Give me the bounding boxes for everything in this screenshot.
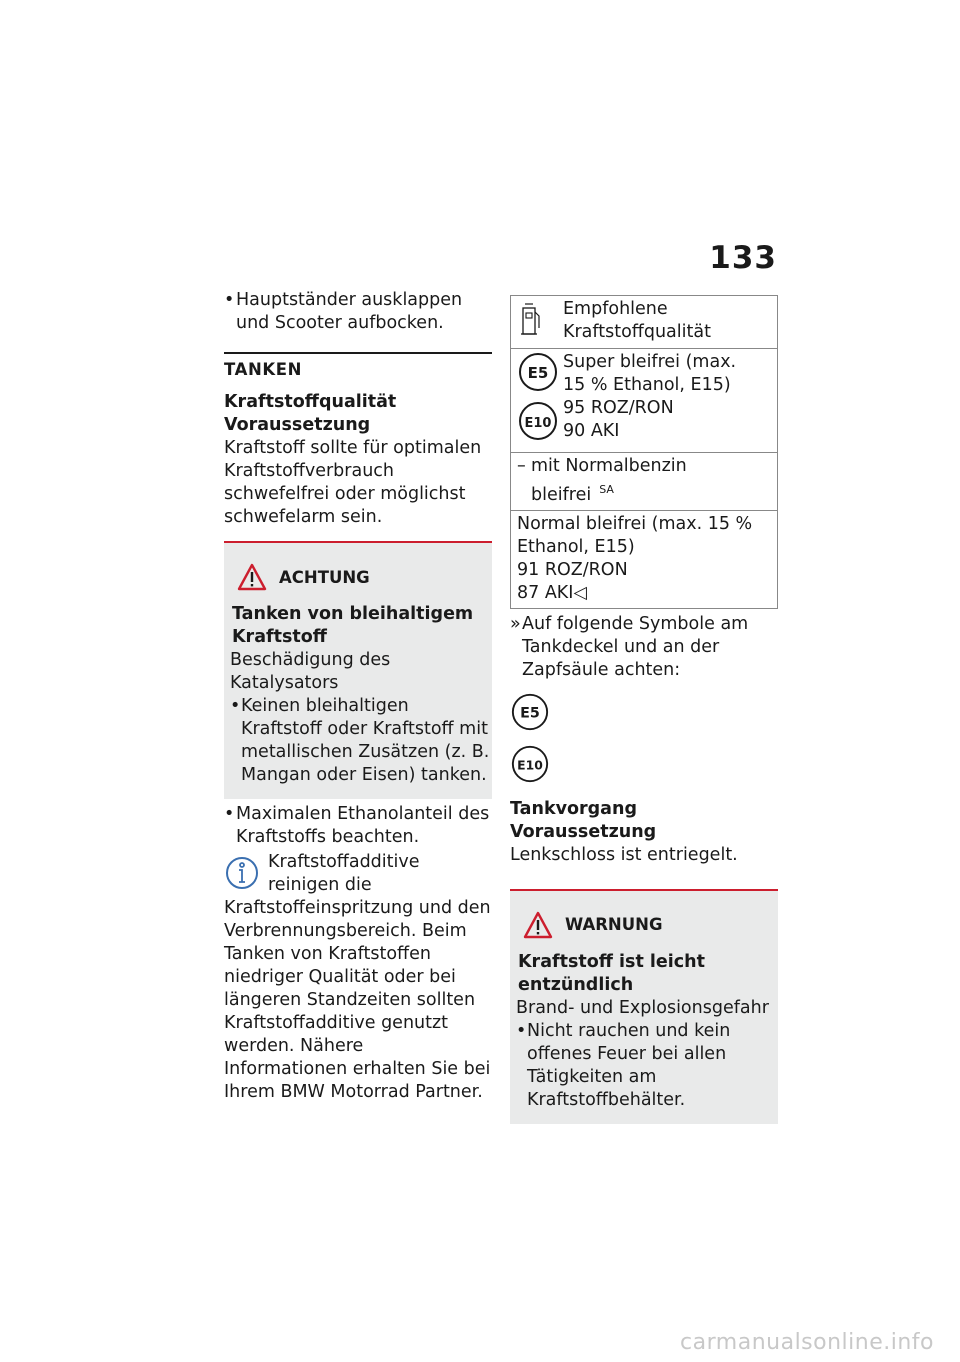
optional-equipment-text: mit Normalbenzin bleifrei [531,456,687,505]
prerequisite-heading: Voraussetzung [224,415,371,435]
prerequisite-heading: Voraussetzung [510,821,657,842]
table-cell [511,296,778,349]
table-header-text: Empfohlene Kraftstoffqualität [563,299,711,342]
caution-consequence: Beschädigung des Katalysators [230,650,391,693]
caution-label: ACHTUNG [279,567,370,587]
instruction-bullet: • Hauptständer ausklappen und Scooter aufbocken. [224,289,492,335]
fuel-spec-line: 95 ROZ/RON [563,398,674,418]
sa-badge: SA [599,483,614,496]
fuel-spec-line: Normal bleifrei (max. 15 % [517,513,753,534]
warning-label: WARNUNG [565,915,663,935]
table-row [511,510,778,608]
table-row [511,453,778,511]
e10-badge-icon [517,400,559,442]
info-icon [224,851,260,891]
fuel-spec-line: 91 ROZ/RON [517,559,628,580]
watermark: carmanualsonline.info [680,1330,934,1355]
table-cell [511,510,778,608]
warning-action: • Nicht rauchen und kein offenes Feuer bei allen Tätigkeiten am Kraftstoffbehälter. [516,1020,778,1112]
warning-title: Kraftstoff ist leicht entzündlich [518,951,705,995]
optional-equipment-item: – mit Normalbenzin bleifrei $^{SA}$ [517,456,687,505]
symbols-instruction: » Auf folgende Symbole am Tankdeckel und an der Zapfsäule achten: [510,613,778,682]
caution-title: Tanken von bleihaltigem Kraftstoff [232,604,474,647]
fuel-spec-normal [517,513,773,605]
prerequisite-text: Kraftstoff sollte für optimalen Kraftstoffverbrauch schwefelfrei oder möglichst schwefelarm sein. [224,438,482,527]
fuel-spec-super [563,351,773,449]
fuel-spec-line: 15 % Ethanol, E15) [563,375,731,395]
e10-symbol-text: E10 [517,758,543,773]
fuel-spec-line: 87 AKI◁ [517,582,587,603]
fuel-quality-heading: Kraftstoffqualität [224,392,397,412]
warning-triangle-icon [523,911,553,939]
warning-box [510,889,778,1124]
fuel-spec-line: Ethanol, E15) [517,536,635,557]
fuel-pump-icon [517,298,543,338]
section-divider [224,352,492,354]
table-cell [511,349,778,453]
e5-symbol-text: E5 [520,705,540,722]
right-column [510,295,778,1128]
prerequisite-text: Lenkschloss ist entriegelt. [510,844,738,865]
page-number: 133 [709,240,777,276]
info-note [224,851,492,1104]
table-cell [511,453,778,511]
caution-header [237,563,492,591]
warning-triangle-icon [237,563,267,591]
fuel-spec-line: 90 AKI [563,421,620,441]
section-title: TANKEN [224,360,303,379]
table-row [511,296,778,349]
e10-symbol-icon [510,744,550,784]
e5-badge-text: E5 [527,364,549,382]
fuel-spec-line: Super bleifrei (max. [563,352,737,372]
table-row [511,349,778,453]
warning-consequence: Brand- und Explosionsgefahr [516,997,769,1018]
e10-badge-text: E10 [524,416,552,431]
procedure-heading: Tankvorgang [510,798,637,819]
warning-header [523,911,778,939]
caution-box [224,541,492,799]
e5-badge-icon [517,351,559,393]
left-column [224,289,492,1104]
fuel-quality-table [510,295,778,609]
info-text: Kraftstoffadditive reinigen die Kraftstoffeinspritzung und den Verbrennungsbereich. Beim Tanken von Kraftstoffen niedriger Qualität oder bei längeren Standzeiten sollten Kraftstoffadditive genutzt werden. Nähere Informationen erhalten Sie bei Ihrem BMW Motorrad Partner. [224,852,491,1102]
e5-symbol-icon [510,692,550,732]
caution-action: • Keinen bleihaltigen Kraftstoff oder Kraftstoff mit metallischen Zusätzen (z. B. Mangan oder Eisen) tanken. [230,695,492,787]
instruction-bullet: • Maximalen Ethanolanteil des Kraftstoffs beachten. [224,803,492,849]
